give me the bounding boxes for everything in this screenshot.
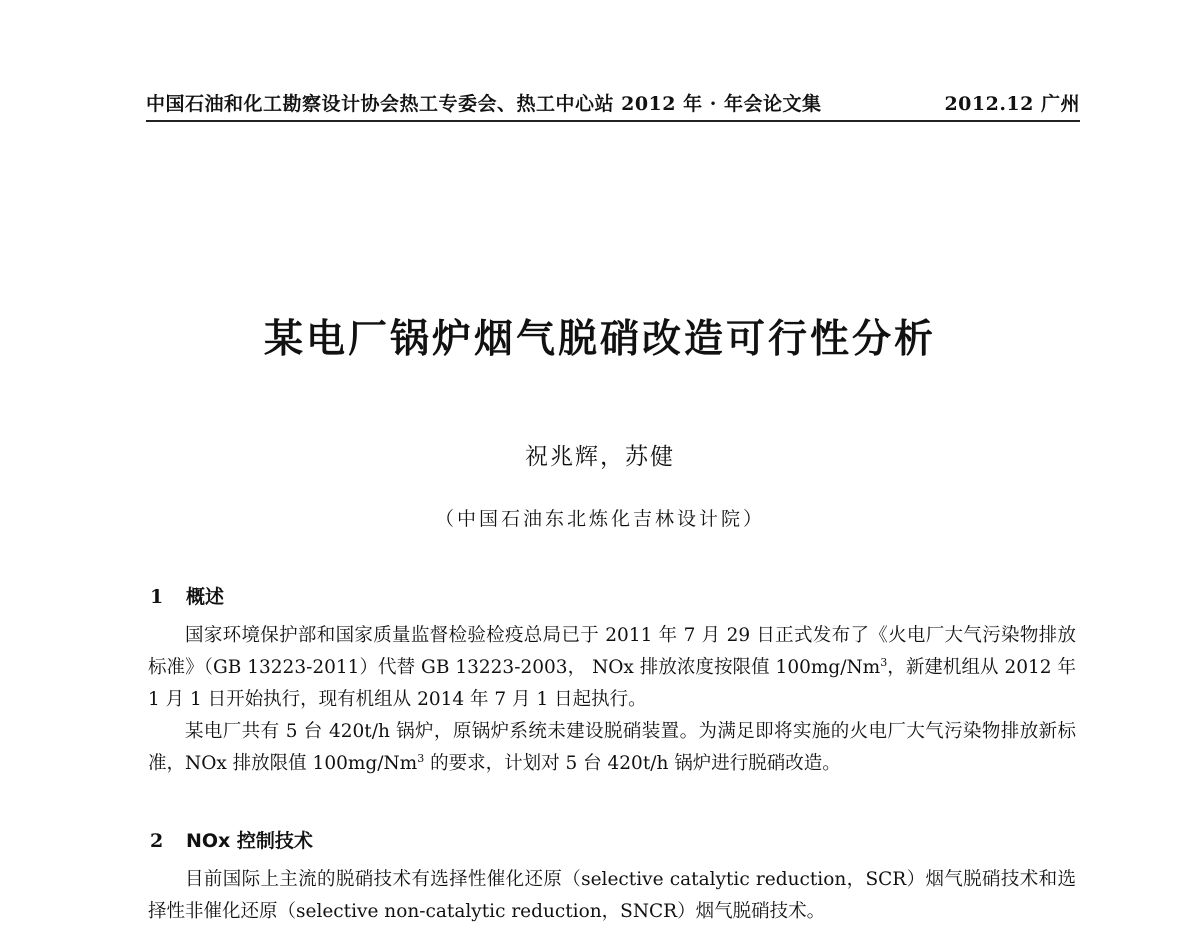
- section-1-title: 概述: [186, 586, 225, 608]
- section-1-paragraph-2: 某电厂共有 5 台 420t/h 锅炉，原锅炉系统未建设脱硝装置。为满足即将实施的火电厂大气污染物排放新标准，NOx 排放限值 100mg/Nm$^3$ 的要求，计划对 5 台 420t/h 锅炉进行脱硝改造。: [148, 721, 1076, 774]
- section-1-heading: [150, 582, 224, 609]
- section-1-number: 1: [150, 586, 164, 608]
- section-2-number: 2: [150, 830, 164, 852]
- section-2-body: [148, 864, 1076, 928]
- paper-title: 某电厂锅炉烟气脱硝改造可行性分析: [263, 317, 936, 362]
- paper-affiliation: （中国石油东北炼化吉林设计院）: [434, 508, 765, 530]
- section-2-paragraph-1: 目前国际上主流的脱硝技术有选择性催化还原（selective catalytic reduction，SCR）烟气脱硝技术和选择性非催化还原（selective non-catalytic reduction，SNCR）烟气脱硝技术。: [148, 869, 1076, 922]
- paper-authors: 祝兆辉，苏健: [525, 444, 675, 470]
- section-2-heading: [150, 826, 313, 853]
- header-date-location: 2012.12 广州: [944, 93, 1080, 115]
- section-1-paragraph-1: 国家环境保护部和国家质量监督检验检疫总局已于 2011 年 7 月 29 日正式发布了《火电厂大气污染物排放标准》（GB 13223-2011）代替 GB 13223-2003， NOx 排放浓度按限值 100mg/Nm$^3$，新建机组从 2012 年 1 月 1 日开始执行，现有机组从 2014 年 7 月 1 日起执行。: [148, 625, 1076, 710]
- header-proceedings: 中国石油和化工勘察设计协会热工专委会、热工中心站 2012 年 · 年会论文集: [146, 93, 822, 115]
- section-1-body: [148, 620, 1076, 780]
- section-2-title: NOx 控制技术: [186, 830, 313, 852]
- running-header: [146, 84, 1080, 122]
